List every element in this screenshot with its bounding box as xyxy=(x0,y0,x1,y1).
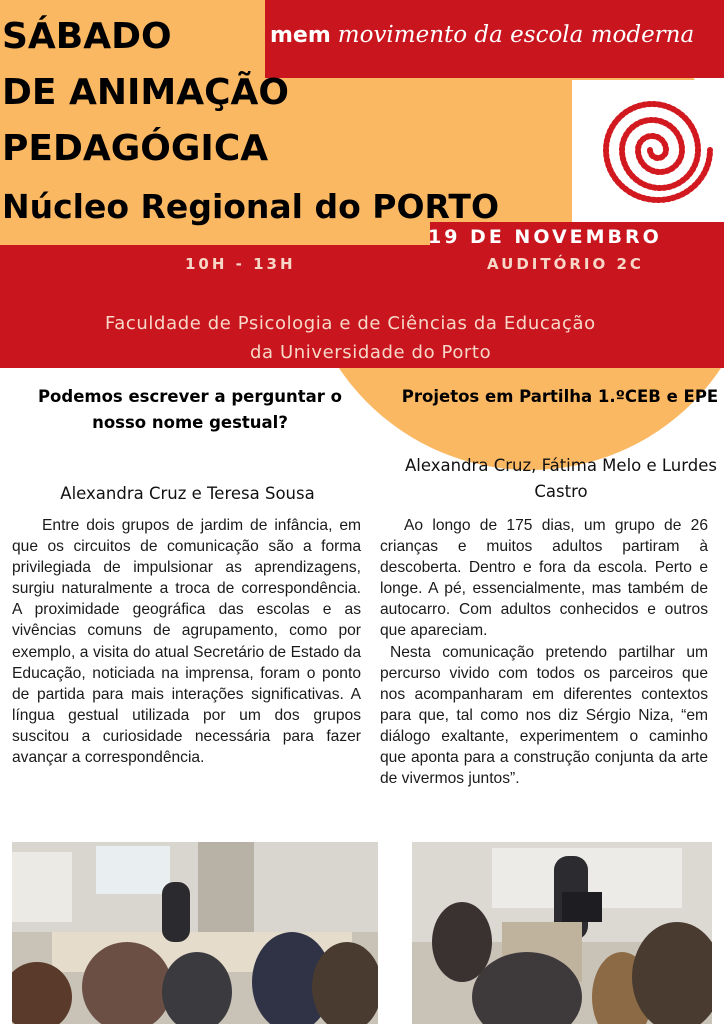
event-date: 19 DE NOVEMBRO xyxy=(428,226,662,248)
title-line-1: SÁBADO xyxy=(2,16,172,57)
session-2-title: Projetos em Partilha 1.ºCEB e EPE xyxy=(401,387,719,406)
session-1-description xyxy=(12,515,361,768)
spiral-logo-icon xyxy=(572,80,724,222)
session-1-paragraph: Entre dois grupos de jardim de infância, em que os circuitos de comunicação são a forma privilegiada de impulsionar as aprendizagens, surgiu naturalmente a troca de correspondência. A proximidade geográfica das escolas e as vivências comuns de agrupamento, como por exemplo, a visita do atual Secretário de Estado da Educação, noticiada na imprensa, foram o ponto de partida para mais interações significativas. A língua gestual utilizada por um dos grupos suscitou a curiosidade necessária para fazer avançar a correspondência. xyxy=(12,517,361,767)
event-time: 10H - 13H xyxy=(185,255,296,273)
brand-short: mem xyxy=(270,23,331,48)
title-line-2: DE ANIMAÇÃO xyxy=(2,72,289,113)
session-1-authors: Alexandra Cruz e Teresa Sousa xyxy=(60,484,315,503)
event-photo-right xyxy=(412,842,712,1024)
event-photo-left xyxy=(12,842,378,1024)
event-room: AUDITÓRIO 2C xyxy=(487,255,644,273)
subtitle: Núcleo Regional do PORTO xyxy=(2,187,499,226)
venue-line-2: da Universidade do Porto xyxy=(250,342,492,363)
session-1-title: Podemos escrever a perguntar o nosso nome gestual? xyxy=(37,387,343,432)
session-2-description xyxy=(380,515,708,789)
logo-box xyxy=(572,80,724,222)
brand-name xyxy=(270,22,694,48)
session-2-paragraph-1: Ao longo de 175 dias, um grupo de 26 crianças e muitos adultos partiram à descoberta. Dentro e fora da escola. Perto e longe. A pé, essencialmente, mas também de autocarro. Com adultos conhecidos e outros que apareciam. xyxy=(380,517,708,640)
brand-full: movimento da escola moderna xyxy=(337,22,695,48)
venue-line-1: Faculdade de Psicologia e de Ciências da Educação xyxy=(105,313,596,334)
session-2-paragraph-2: Nesta comunicação pretendo partilhar um percurso vivido com todos os parceiros que nos acompanharam em diferentes contextos para que, tal como nos diz Sérgio Niza, “em diálogo exaltante, experimentem o caminho que aponta para a construção conjunta da arte de vivermos juntos”. xyxy=(380,643,708,788)
session-2-authors: Alexandra Cruz, Fátima Melo e Lurdes Castro xyxy=(405,456,717,501)
title-line-3: PEDAGÓGICA xyxy=(2,128,269,169)
